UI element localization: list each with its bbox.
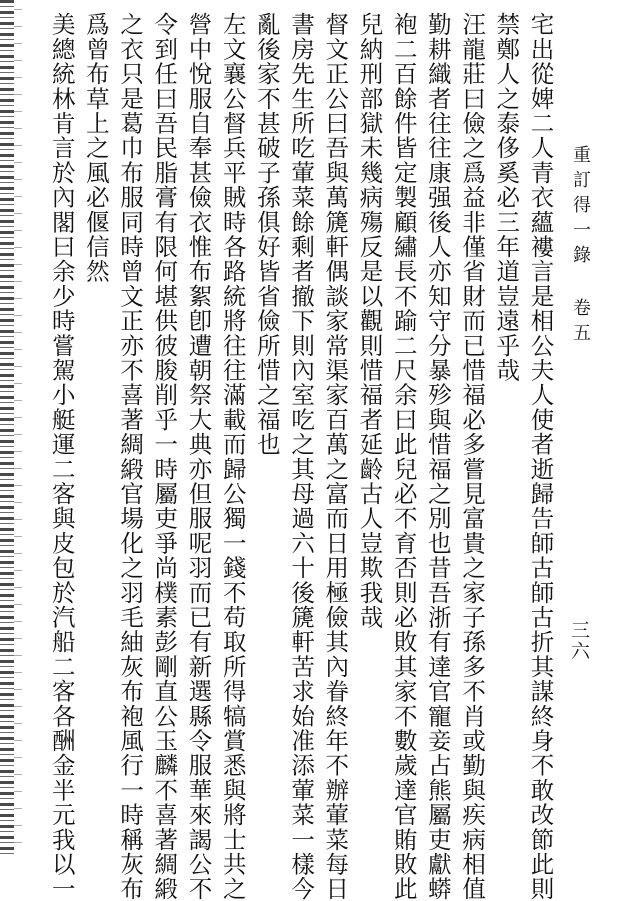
text-column: 亂後家不甚破子孫俱好皆省儉所惜之福也 <box>252 12 281 457</box>
text-column: 勤耕織者往往康强後人亦知守分暴殄與惜福之別也昔吾浙有達官寵妾占熊屬吏獻蟒 <box>423 12 452 901</box>
text-column: 營中悅服自奉甚儉衣惟布絮卽遭朝祭大典亦但服呢羽而已有新選縣令服華來謁公不 <box>184 12 213 901</box>
text-column: 袍二百餘件皆定製顧繡長不踰二尺余曰此兒必不育否則必敗其家不數歲達官賄敗此 <box>389 12 418 901</box>
text-column: 左文襄公督兵平賊時各路統將往往滿載而歸公獨一錢不苟取所得犒賞悉與將士共之 <box>218 12 247 901</box>
book-spine-shadow <box>14 0 22 858</box>
text-column: 汪龍莊曰儉之爲益非僅省財而已惜福必多嘗見富貴之家子孫多不肖或勤與疾病相值 <box>458 12 487 901</box>
text-column: 美總統林肯言於內閣曰余少時嘗駕小艇運二客與皮包於汽船二客各酬金半元我以一 <box>47 12 76 901</box>
volume-label: 卷五 <box>570 298 591 348</box>
text-column: 宅出從婢二人青衣蘊褸言是相公夫人使者逝歸告師古師古折其謀終身不敢改節此則 <box>526 12 555 901</box>
text-column: 兒納刑部獄未幾病殤反是以觀則惜福者延齡古人豈欺我哉 <box>355 12 384 630</box>
text-column: 督文正公曰吾與萬篪軒偶談家常渠家百萬之富而日用極儉其內眷終年不辦葷菜每日 <box>321 12 350 901</box>
page-number: 三六 <box>568 620 590 662</box>
text-column: 書房先生所吃葷菜餘剩者撤下則內室吃之其母過六十後篪軒苦求始准添葷菜一樣今 <box>287 12 316 901</box>
text-column: 之衣只是葛巾布服同時曾文正亦不喜著綢緞官場化之羽毛紬灰布袍風行一時稱灰布 <box>116 12 145 901</box>
book-title: 重訂得一錄 <box>570 145 591 270</box>
text-column: 禁鄭人之泰侈奚必三年道豈遠乎哉 <box>492 12 521 383</box>
book-spine-edge <box>0 0 14 858</box>
text-column: 爲曾布草上之風必偃信然 <box>81 12 110 284</box>
text-column: 令到任曰吾民脂膏有限何堪供彼朘削乎一時屬吏爭尚樸素彭剛直公玉麟不喜著綢緞 <box>150 12 179 901</box>
